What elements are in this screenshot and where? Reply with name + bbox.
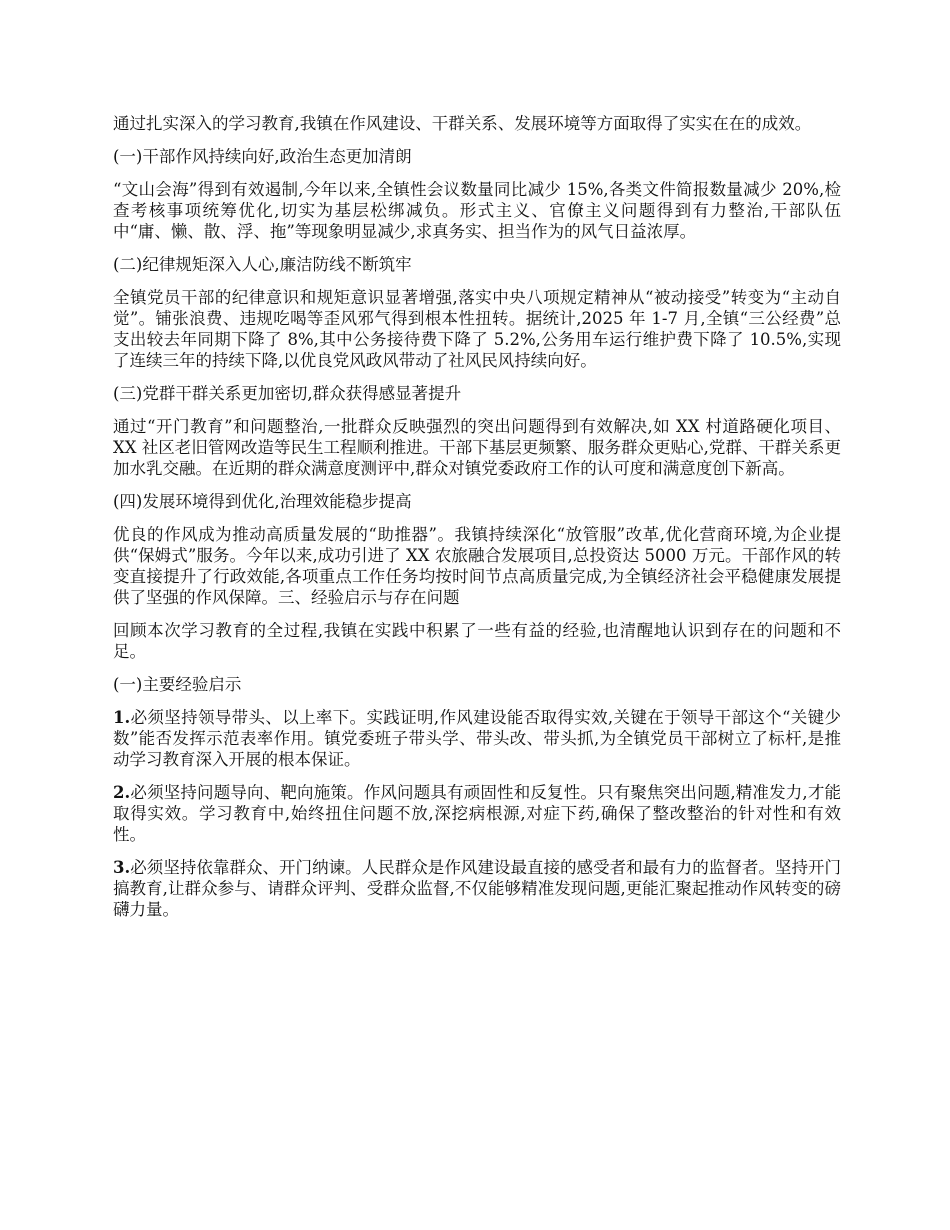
experience-item-3 (113, 857, 841, 920)
experience-text-1: 必须坚持领导带头、以上率下。实践证明,作风建设能否取得实效,关键在于领导干部这个“关键少数”能否发挥示范表率作用。镇党委班子带头学、带头改、带头抓,为全镇党员干部树立了标杆,是推动学习教育深入开展的根本保证。 (113, 708, 841, 769)
intro-paragraph: 通过扎实深入的学习教育,我镇在作风建设、干群关系、发展环境等方面取得了实实在在的成效。 (113, 114, 812, 133)
experience-text-3: 必须坚持依靠群众、开门纳谏。人民群众是作风建设最直接的感受者和最有力的监督者。坚持开门搞教育,让群众参与、请群众评判、受群众监督,不仅能够精准发现问题,更能汇聚起推动作风转变的磅礴力量。 (113, 858, 841, 919)
experience-text-2: 必须坚持问题导向、靶向施策。作风问题具有顽固性和反复性。只有聚焦突出问题,精准发力,才能取得实效。学习教育中,始终扭住问题不放,深挖病根源,对症下药,确保了整改整治的针对性和有效性。 (113, 783, 841, 844)
experience-number-1: 1. (113, 708, 131, 727)
experience-heading: (一)主要经验启示 (113, 675, 242, 694)
section-body-2: 全镇党员干部的纪律意识和规矩意识显著增强,落实中央八项规定精神从“被动接受”转变为“主动自觉”。铺张浪费、违规吃喝等歪风邪气得到根本性扭转。据统计,2025 年 1-7 月,全镇“三公经费”总支出较去年同期下降了 8%,其中公务接待费下降了 5.2%,公务用车运行维护费下降了 10.5%,实现了连续三年的持续下降,以优良党风政风带动了社风民风持续向好。 (113, 288, 841, 370)
section-heading-1: (一)干部作风持续向好,政治生态更加清朗 (113, 147, 412, 166)
section-body-1: “文山会海”得到有效遏制,今年以来,全镇性会议数量同比减少 15%,各类文件简报数量减少 20%,检查考核事项统筹优化,切实为基层松绑减负。形式主义、官僚主义问题得到有力整治,干部队伍中“庸、懒、散、浮、拖”等现象明显减少,求真务实、担当作为的风气日益浓厚。 (113, 180, 841, 241)
section-heading-2: (二)纪律规矩深入人心,廉洁防线不断筑牢 (113, 255, 412, 274)
document-page (113, 113, 841, 932)
section-heading-4: (四)发展环境得到优化,治理效能稳步提高 (113, 492, 412, 511)
experience-number-3: 3. (113, 858, 131, 877)
section-body-3: 通过“开门教育”和问题整治,一批群众反映强烈的突出问题得到有效解决,如 XX 村道路硬化项目、XX 社区老旧管网改造等民生工程顺利推进。干部下基层更频繁、服务群众更贴心,党群、干群关系更加水乳交融。在近期的群众满意度测评中,群众对镇党委政府工作的认可度和满意度创下新高。 (113, 417, 841, 478)
section-heading-3: (三)党群干群关系更加密切,群众获得感显著提升 (113, 384, 462, 403)
experience-item-1 (113, 707, 841, 770)
review-paragraph: 回顾本次学习教育的全过程,我镇在实践中积累了一些有益的经验,也清醒地认识到存在的问题和不足。 (113, 621, 841, 661)
experience-number-2: 2. (113, 783, 131, 802)
experience-item-2 (113, 782, 841, 845)
section-body-4: 优良的作风成为推动高质量发展的“助推器”。我镇持续深化“放管服”改革,优化营商环境,为企业提供“保姆式”服务。今年以来,成功引进了 XX 农旅融合发展项目,总投资达 5000 万元。干部作风的转变直接提升了行政效能,各项重点工作任务均按时间节点高质量完成,为全镇经济社会平稳健康发展提供了坚强的作风保障。三、经验启示与存在问题 (113, 525, 841, 607)
